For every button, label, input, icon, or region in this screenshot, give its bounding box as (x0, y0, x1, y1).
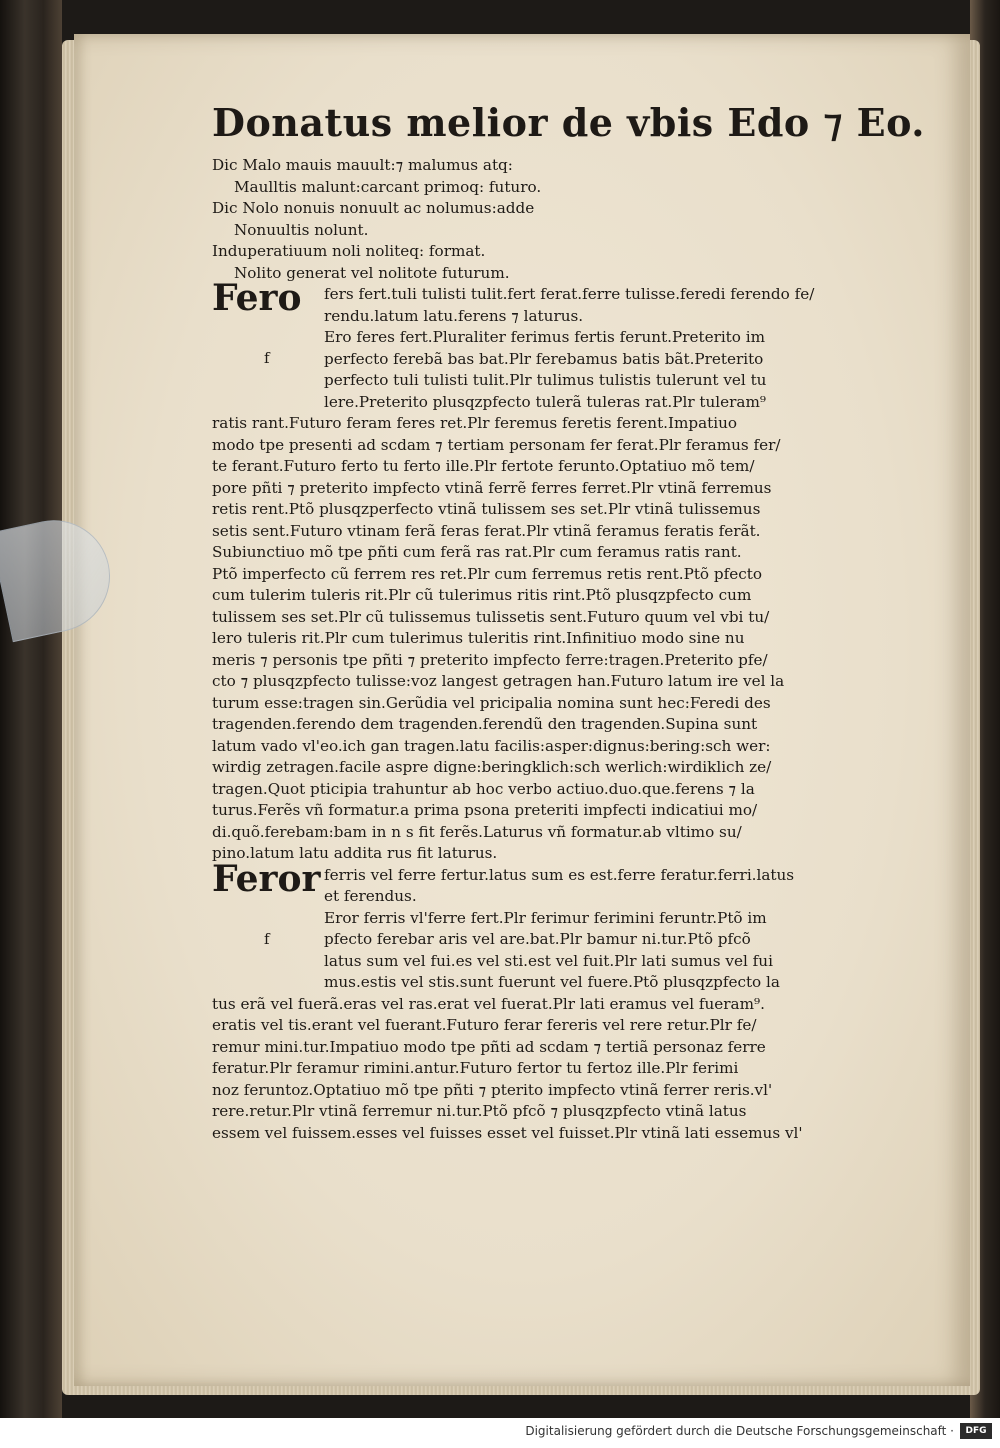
text-line: noz feruntoz.Optatiuo mõ tpe pñti ⁊ pterito impfecto vtinã ferrer reris.vl' (212, 1080, 773, 1099)
text-line: latum vado vl'eo.ich gan tragen.latu facilis:asper:dignus:bering:sch wer: (212, 736, 771, 755)
footer-credit: Digitalisierung gefördert durch die Deutsche Forschungsgemeinschaft · (525, 1424, 954, 1438)
text-line: turum esse:tragen sin.Gerũdia vel pricipalia nomina sunt hec:Feredi des (212, 693, 771, 712)
margin-mark: f (264, 349, 270, 367)
intro-line: Dic Malo mauis mauult:⁊ malumus atq: (212, 156, 513, 174)
intro-line: Nolito generat vel nolitote futurum. (234, 263, 510, 282)
text-line: di.quõ.ferebam:bam in n s fit ferẽs.Laturus vñ formatur.ab vltimo su/ (212, 822, 742, 841)
text-line: Eror ferris vl'ferre fert.Plr ferimur ferimini feruntr.Ptõ im (324, 908, 767, 927)
text-line: Subiunctiuo mõ tpe pñti cum ferã ras rat.Plr cum feramus ratis rant. (212, 543, 742, 561)
text-line: latus sum vel fui.es vel sti.est vel fuit.Plr lati sumus vel fui (324, 951, 773, 970)
text-line: fers fert.tuli tulisti tulit.fert ferat.ferre tulisse.feredi ferendo fe/ (324, 285, 815, 303)
page-text (212, 100, 925, 1144)
text-line: pore pñti ⁊ preterito impfecto vtinã ferrẽ ferres ferret.Plr vtinã ferremus (212, 478, 772, 497)
text-line: rendu.latum latu.ferens ⁊ laturus. (324, 306, 584, 325)
text-line: tus erã vel fuerã.eras vel ras.erat vel fuerat.Plr lati eramus vel fueram⁹. (212, 994, 765, 1013)
text-line: te ferant.Futuro ferto tu ferto ille.Plr fertote ferunto.Optatiuo mõ tem/ (212, 457, 755, 475)
feror-initial-word: Feror (212, 857, 321, 900)
text-line: remur mini.tur.Impatiuo modo tpe pñti ad scdam ⁊ tertiã personaz ferre (212, 1037, 766, 1056)
text-line: Ero feres fert.Pluraliter ferimus fertis ferunt.Preterito im (324, 328, 766, 346)
dfg-logo: DFG (960, 1423, 992, 1439)
text-line: eratis vel tis.erant vel fuerant.Futuro ferar fereris vel rere retur.Plr fe/ (212, 1016, 757, 1034)
text-line: et ferendus. (324, 887, 417, 905)
text-line: retis rent.Ptõ plusqzperfecto vtinã tulissem ses set.Plr vtinã tulissemus (212, 500, 761, 518)
page-heading: Donatus melior de vbis Edo ⁊ Eo. (212, 100, 925, 145)
text-line: meris ⁊ personis tpe pñti ⁊ preterito impfecto ferre:tragen.Preterito pfe/ (212, 650, 768, 669)
text-line: feratur.Plr feramur rimini.antur.Futuro fertor tu fertoz ille.Plr ferimi (212, 1059, 739, 1077)
intro-line: Dic Nolo nonuis nonuult ac nolumus:adde (212, 199, 535, 217)
text-line: mus.estis vel stis.sunt fuerunt vel fuere.Ptõ plusqzpfecto la (324, 973, 780, 991)
text-line: lero tuleris rit.Plr cum tulerimus tuleritis rint.Infinitiuo modo sine nu (212, 629, 745, 647)
book-cover-left (0, 0, 62, 1418)
text-line: cum tulerim tuleris rit.Plr cũ tulerimus ritis rint.Ptõ plusqzpfecto cum (212, 586, 752, 604)
text-line: rere.retur.Plr vtinã ferremur ni.tur.Ptõ pfcõ ⁊ plusqzpfecto vtinã latus (212, 1102, 747, 1120)
text-line: ratis rant.Futuro feram feres ret.Plr feremus feretis ferent.Impatiuo (212, 414, 738, 432)
intro-line: Induperatiuum noli noliteq: format. (212, 242, 486, 260)
margin-mark: f (264, 929, 270, 948)
intro-line: Nonuultis nolunt. (234, 220, 369, 239)
text-line: perfecto tuli tulisti tulit.Plr tulimus tulistis tulerunt vel tu (324, 371, 767, 389)
text-line: essem vel fuissem.esses vel fuisses esset vel fuisset.Plr vtinã lati essemus vl' (212, 1123, 803, 1142)
text-line: turus.Ferẽs vñ formatur.a prima psona preteriti impfecti indicatiui mo/ (212, 801, 758, 819)
text-line: ferris vel ferre fertur.latus sum es est.ferre feratur.ferri.latus (324, 865, 795, 884)
text-line: perfecto ferebã bas bat.Plr ferebamus batis bãt.Preterito (324, 349, 764, 368)
text-line: wirdig zetragen.facile aspre digne:beringklich:sch werlich:wirdiklich ze/ (212, 758, 772, 776)
text-line: pfecto ferebar aris vel are.bat.Plr bamur ni.tur.Ptõ pfcõ (324, 930, 751, 948)
text-line: tulissem ses set.Plr cũ tulissemus tulissetis sent.Futuro quum vel vbi tu/ (212, 607, 770, 626)
fero-section (212, 277, 877, 327)
fero-indented-block (212, 327, 877, 413)
text-line: Ptõ imperfecto cũ ferrem res ret.Plr cum ferremus retis rent.Ptõ pfecto (212, 564, 762, 583)
intro-line: Maulltis malunt:carcant primoq: futuro. (234, 177, 542, 196)
fero-initial-word: Fero (212, 277, 302, 319)
text-line: cto ⁊ plusqzpfecto tulisse:voz langest getragen han.Futuro latum ire vel la (212, 672, 785, 690)
text-line: setis sent.Futuro vtinam ferã feras ferat.Plr vtinã feramus feratis ferãt. (212, 521, 761, 540)
feror-section (212, 857, 877, 908)
text-line: lere.Preterito plusqzpfecto tulerã tuleras rat.Plr tuleram⁹ (324, 392, 766, 411)
feror-indented-block (212, 908, 877, 994)
text-line: tragen.Quot pticipia trahuntur ab hoc verbo actiuo.duo.que.ferens ⁊ la (212, 779, 755, 798)
text-line: modo tpe presenti ad scdam ⁊ tertiam personam fer ferat.Plr feramus fer/ (212, 435, 781, 454)
text-line: pino.latum latu addita rus fit laturus. (212, 844, 498, 862)
text-line: tragenden.ferendo dem tragenden.ferendũ den tragenden.Supina sunt (212, 715, 758, 733)
